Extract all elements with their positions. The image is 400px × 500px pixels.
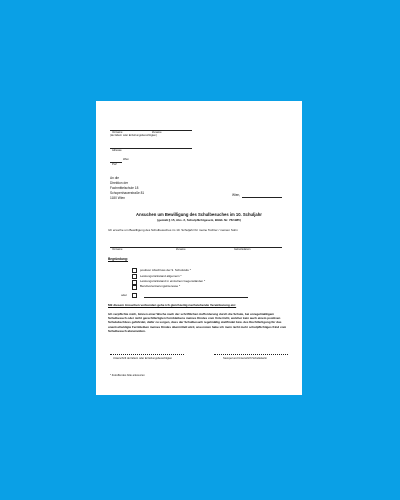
reason-label-4: Berufsorientierungsinteresse *	[140, 284, 181, 288]
reason-checkbox-1[interactable]	[132, 268, 137, 273]
application-form-page	[96, 101, 302, 395]
form-title: Ansuchen um Bewilligung des Schulbesuches im 10. Schuljahr	[136, 212, 262, 217]
city-label: Wien	[123, 158, 129, 161]
parent-signature-label: Unterschrift der Eltern oder Erziehungsberechtigten	[113, 357, 173, 360]
address-line	[110, 148, 192, 149]
surname-label: Zuname	[152, 131, 162, 134]
recipient-line-2: Direktion der	[110, 181, 129, 185]
student-birth-date-label: Geburtsdatum	[234, 248, 251, 251]
reason-label-1: positiver Abschluss der 9. Schulstufe *	[140, 268, 191, 272]
name-line	[110, 130, 192, 131]
footnote: * Zutreffendes bitte ankreuzen	[110, 374, 145, 377]
school-signature-label: Stempel und Unterschrift Schulleitertin	[223, 357, 268, 360]
reason-label-3: Leistungsrückstand in einzelnen Gegenständen *	[140, 279, 206, 283]
recipient-line-4: Schopenhauerstraße 81	[110, 191, 145, 195]
recipient-line-1: An die	[110, 176, 120, 180]
reason-label-2: Leistungsrückstand allgemein *	[140, 274, 182, 278]
reason-checkbox-2[interactable]	[132, 274, 137, 279]
name-label: Vorname	[112, 131, 123, 134]
agreement-heading: Mit diesem Ansuchen verbunden gehe ich gleichzeitig nachstehende Vereinbarung ein:	[108, 303, 237, 307]
other-checkbox[interactable]	[132, 293, 137, 298]
postal-label: PLZ	[112, 163, 117, 166]
recipient-line-3: Fachmittelschule 18	[110, 186, 139, 190]
recipient-line-5: 1180 Wien	[110, 196, 126, 200]
date-label: Wien,	[232, 193, 241, 197]
student-last-name-label: Zuname	[176, 248, 186, 251]
address-label: Adresse	[112, 149, 122, 152]
request-text: Ich ersuche um Bewilligung des Schulbesuches im 10. Schuljahr für meine Tochter / meinen Sohn	[108, 228, 238, 232]
parent-signature-line	[110, 354, 184, 355]
student-first-name-label: Vorname	[112, 248, 123, 251]
school-signature-line	[214, 354, 288, 355]
other-line	[144, 297, 248, 298]
date-line	[242, 197, 282, 198]
reason-checkbox-4[interactable]	[132, 285, 137, 290]
reasons-heading: Begründung:	[108, 257, 129, 261]
agreement-text: Ich verpflichte mich, binnen einer Woche nach der schriftlichen Aufforderung durch die Schule, bei unregelmäßigem Schulbesuch oder nicht gerechtfertigten Fernbleibens meines Kindes vom Unterricht, welcher kein auch einem positiven Schulabschluss gefährdet, dafür zu sorgen, dass der Schulbesuch regelmäßig stattfindet bzw. des Rechtfertigung für das unentschuldigte Fernbleiben meines Kindes übermittelt wird, ansonsten habe ich mein nicht mehr schulpflichtiges Kind vom Schulbesuch abzumelden.	[108, 312, 287, 333]
other-label: oder	[121, 293, 128, 297]
guardian-hint: (der Eltern oder Erziehungsberechtigten)	[110, 134, 157, 137]
form-subtitle: (gemäß § 15, Abs. 2, Schulpflichtgesetz, BGBL Nr. 76/1985)	[157, 218, 241, 222]
student-line	[110, 247, 282, 248]
